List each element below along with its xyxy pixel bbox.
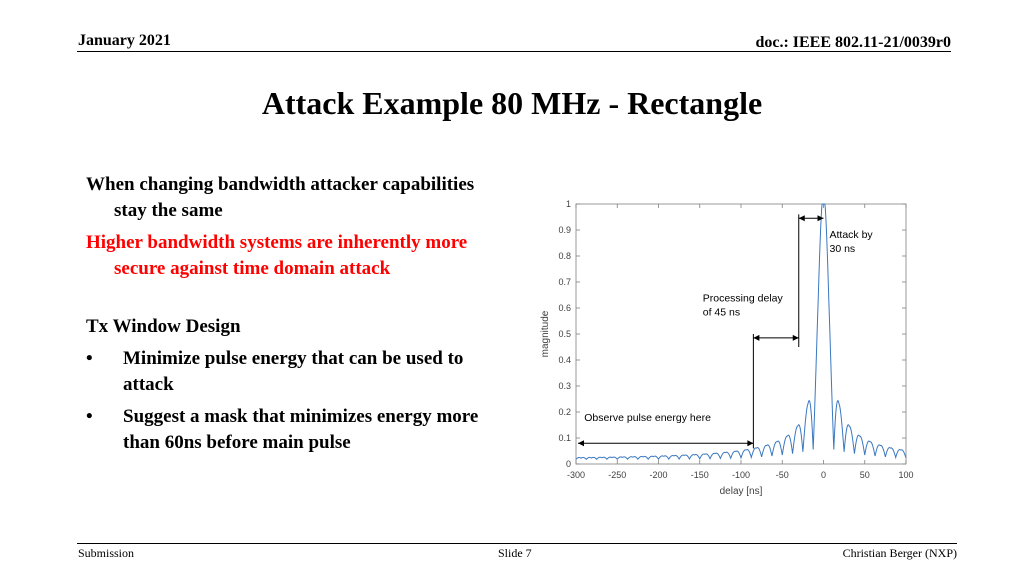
footer-divider [77, 543, 957, 544]
attack-arrow-head [818, 215, 824, 221]
header-doc-id: doc.: IEEE 802.11-21/0039r0 [755, 34, 951, 51]
x-tick-label: -250 [608, 470, 627, 480]
annotation-observe-energy: Observe pulse energy here [584, 412, 711, 425]
annotation-processing-delay: of 45 ns [702, 306, 741, 319]
y-tick-label: 0.5 [558, 329, 571, 339]
paragraph-highlight: Higher bandwidth systems are inherently more secure against time domain attack [86, 232, 468, 279]
bullet-text: Suggest a mask that minimizes energy more than 60ns before main pulse [123, 406, 479, 453]
magnitude-chart [530, 190, 930, 505]
y-tick-label: 0.9 [558, 225, 571, 235]
processing-arrow-head [793, 335, 799, 341]
x-tick-label: -200 [649, 470, 668, 480]
bullet-marker: • [86, 348, 93, 369]
x-tick-label: 0 [820, 470, 827, 480]
y-axis-label: magnitude [540, 310, 551, 358]
bullet-marker: • [86, 406, 93, 427]
x-tick-label: -150 [690, 470, 709, 480]
footer-submission: Submission [78, 546, 135, 560]
observe-arrow-head [747, 440, 753, 446]
x-axis-label: delay [ns] [719, 486, 763, 497]
y-tick-label: 0.1 [558, 433, 571, 443]
bullet-text: Minimize pulse energy that can be used to attack [123, 348, 464, 395]
paragraph-bandwidth: When changing bandwidth attacker capabilities stay the same [86, 174, 475, 221]
footer-author: Christian Berger (NXP) [842, 546, 957, 560]
y-tick-label: 0.4 [558, 355, 571, 365]
x-tick-label: -50 [775, 470, 789, 480]
x-tick-label: 50 [859, 470, 870, 480]
bullet-item [86, 404, 506, 456]
x-tick-label: -300 [566, 470, 586, 480]
y-tick-label: 0.6 [558, 303, 571, 313]
header-date: January 2021 [78, 32, 171, 49]
header-divider [77, 51, 951, 52]
observe-arrow-head [578, 440, 584, 446]
y-tick-label: 0 [565, 459, 571, 469]
chart-svg [530, 190, 930, 500]
x-tick-label: 100 [898, 470, 914, 480]
plot-frame [576, 204, 906, 464]
attack-arrow-head [799, 215, 805, 221]
annotation-attack: 30 ns [829, 242, 856, 255]
section-heading: Tx Window Design [86, 316, 241, 337]
y-tick-label: 0.3 [558, 381, 571, 391]
body-text [86, 172, 506, 456]
slide-title: Attack Example 80 MHz - Rectangle [261, 85, 763, 121]
annotation-attack: Attack by [829, 228, 873, 241]
x-tick-label: -100 [731, 470, 751, 480]
y-tick-label: 1 [565, 199, 571, 209]
y-tick-label: 0.2 [558, 407, 571, 417]
footer-slide-number: Slide 7 [498, 546, 532, 560]
bullet-item [86, 346, 506, 398]
annotation-processing-delay: Processing delay [702, 292, 783, 305]
y-tick-label: 0.7 [558, 277, 571, 287]
processing-arrow-head [753, 335, 759, 341]
y-tick-label: 0.8 [558, 251, 571, 261]
